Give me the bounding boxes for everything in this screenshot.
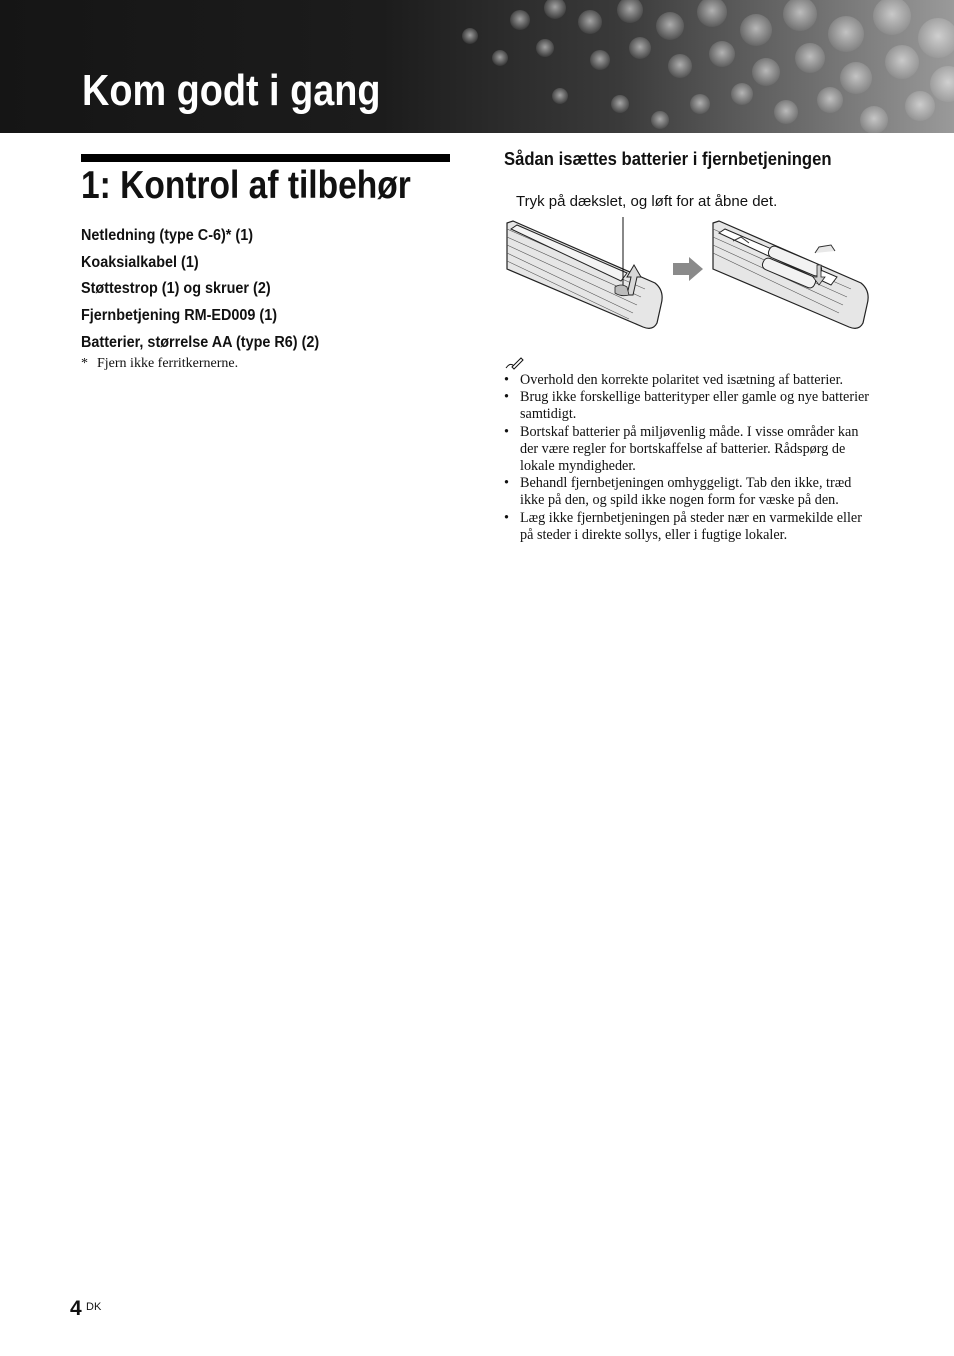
remote-closed-image [507,217,662,328]
accessory-item: Netledning (type C-6)* (1) [81,227,254,244]
arrow-right-icon [673,257,703,281]
battery-instruction: Tryk på dækslet, og løft for at åbne det. [516,193,778,210]
accessory-item: Støttestrop (1) og skruer (2) [81,280,271,298]
footnote-mark: * [81,356,88,371]
note-pencil-icon [504,356,524,370]
accessory-list [81,226,346,359]
page-language: DK [86,1301,102,1313]
note-item: • Behandl fjernbetjeningen omhyggeligt. Tab den ikke, træd ikke på den, og spild ikke nogen form for væske på den. [504,475,876,509]
note-item: • Læg ikke fjernbetjeningen på steder nær en varmekilde eller på steder i direkte sollys, eller i fugtige lokaler. [504,510,876,544]
footnote-text: Fjern ikke ferritkernerne. [97,356,239,371]
page-title: Kom godt i gang [82,66,381,115]
accessory-item: Batterier, størrelse AA (type R6) (2) [81,333,320,351]
battery-section-title: Sådan isættes batterier i fjernbetjeningen [504,148,832,169]
page-number: 4 [70,1297,82,1320]
note-item: • Brug ikke forskellige batterityper eller gamle og nye batterier samtidigt. [504,389,876,423]
header-banner [0,0,954,133]
section-rule [81,154,450,162]
footnote [81,356,238,372]
note-item: • Bortskaf batterier på miljøvenlig måde. I visse områder kan der være regler for bortskaffelse af batterier. Rådspørg de lokale myndigheder. [504,424,876,476]
section-title: 1: Kontrol af tilbehør [81,164,411,207]
note-item: • Overhold den korrekte polaritet ved isætning af batterier. [504,372,876,389]
battery-notes-list [504,372,876,544]
remote-open-image [713,221,868,328]
accessory-item: Koaksialkabel (1) [81,253,199,271]
remote-battery-illustration [505,215,873,333]
accessory-item: Fjernbetjening RM-ED009 (1) [81,307,278,325]
